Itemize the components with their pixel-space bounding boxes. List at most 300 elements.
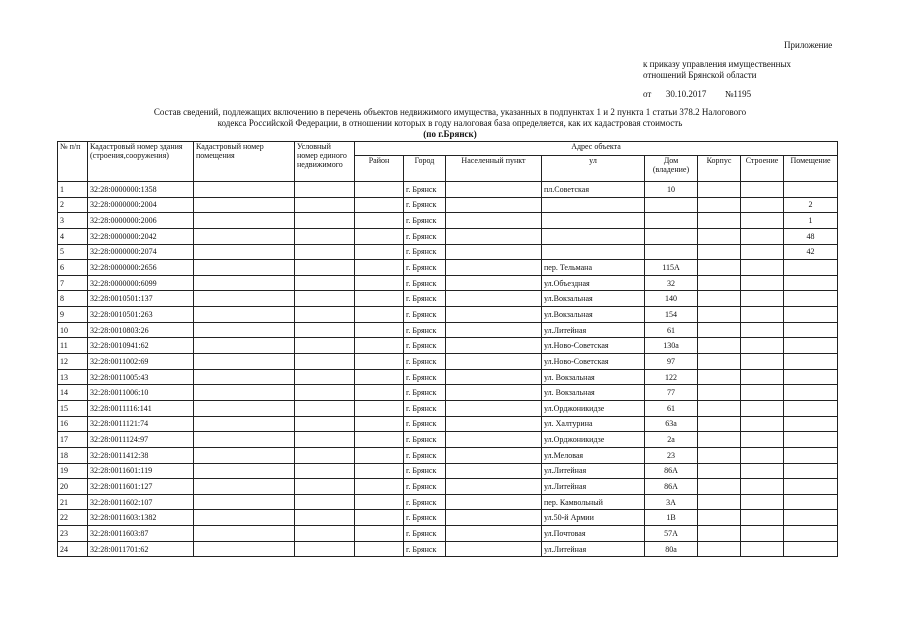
- cell-korpus: [698, 228, 741, 244]
- cell-structure: [741, 463, 784, 479]
- cell-house: 32: [645, 275, 698, 291]
- cell-street: ул.Литейная: [542, 541, 645, 557]
- cell-room: 42: [784, 244, 838, 260]
- cell-city: г. Брянск: [404, 369, 446, 385]
- table-row: [58, 275, 838, 291]
- cell-city: г. Брянск: [404, 416, 446, 432]
- order-date: 30.10.2017: [665, 89, 707, 99]
- table-row: [58, 260, 838, 276]
- cell-korpus: [698, 354, 741, 370]
- cell-room: [784, 260, 838, 276]
- cell-settlement: [446, 322, 542, 338]
- cell-district: [355, 510, 404, 526]
- table-row: [58, 228, 838, 244]
- cell-street: ул.Орджоникидзе: [542, 432, 645, 448]
- cell-house: 80а: [645, 541, 698, 557]
- document-title-line2: кодекса Российской Федерации, в отношении которых в году налоговая база определяется, как их кадастровая стоимость: [217, 118, 683, 128]
- cell-conditional-number: [295, 541, 355, 557]
- cell-korpus: [698, 197, 741, 213]
- cell-street: ул.Ново-Советская: [542, 338, 645, 354]
- header-structure: Строение: [741, 156, 784, 182]
- cell-cad-building: 32:28:0011005:43: [88, 369, 194, 385]
- cell-city: г. Брянск: [404, 307, 446, 323]
- cell-settlement: [446, 494, 542, 510]
- cell-structure: [741, 322, 784, 338]
- cell-street: ул.Вокзальная: [542, 307, 645, 323]
- order-reference-line2: отношений Брянской области: [643, 70, 757, 80]
- cell-street: ул.Вокзальная: [542, 291, 645, 307]
- cell-korpus: [698, 260, 741, 276]
- cell-room: [784, 291, 838, 307]
- cell-cad-room: [194, 432, 295, 448]
- cell-street: [542, 244, 645, 260]
- table-row: [58, 307, 838, 323]
- cell-settlement: [446, 463, 542, 479]
- table-row: [58, 463, 838, 479]
- cell-district: [355, 400, 404, 416]
- cell-street: пер. Камвольный: [542, 494, 645, 510]
- cell-district: [355, 479, 404, 495]
- cell-structure: [741, 338, 784, 354]
- cell-structure: [741, 400, 784, 416]
- cell-settlement: [446, 385, 542, 401]
- cell-structure: [741, 260, 784, 276]
- cell-num: 24: [58, 541, 88, 557]
- cell-cad-building: 32:28:0000000:2006: [88, 213, 194, 229]
- cell-num: 1: [58, 182, 88, 198]
- cell-korpus: [698, 447, 741, 463]
- cell-city: г. Брянск: [404, 494, 446, 510]
- cell-city: г. Брянск: [404, 275, 446, 291]
- cell-room: [784, 307, 838, 323]
- cell-korpus: [698, 432, 741, 448]
- table-row: [58, 244, 838, 260]
- cell-num: 13: [58, 369, 88, 385]
- cell-street: ул.Литейная: [542, 463, 645, 479]
- cell-room: [784, 416, 838, 432]
- cell-num: 15: [58, 400, 88, 416]
- cell-structure: [741, 510, 784, 526]
- cell-street: ул.50-й Армии: [542, 510, 645, 526]
- cell-num: 14: [58, 385, 88, 401]
- cell-cad-room: [194, 479, 295, 495]
- cell-conditional-number: [295, 244, 355, 260]
- table-row: [58, 447, 838, 463]
- cell-cad-building: 32:28:0011603:1382: [88, 510, 194, 526]
- cell-structure: [741, 354, 784, 370]
- cell-city: г. Брянск: [404, 228, 446, 244]
- cell-house: 86А: [645, 479, 698, 495]
- cell-conditional-number: [295, 416, 355, 432]
- cell-structure: [741, 369, 784, 385]
- cell-conditional-number: [295, 354, 355, 370]
- cell-street: [542, 197, 645, 213]
- cell-settlement: [446, 541, 542, 557]
- cell-house: 122: [645, 369, 698, 385]
- cell-house: 86А: [645, 463, 698, 479]
- cell-num: 7: [58, 275, 88, 291]
- cell-korpus: [698, 275, 741, 291]
- cell-cad-building: 32:28:0011701:62: [88, 541, 194, 557]
- cell-cad-room: [194, 322, 295, 338]
- cell-room: [784, 432, 838, 448]
- cell-street: ул.Литейная: [542, 479, 645, 495]
- cell-room: [784, 541, 838, 557]
- cell-cad-building: 32:28:0000000:1358: [88, 182, 194, 198]
- cell-conditional-number: [295, 228, 355, 244]
- cell-house: 1В: [645, 510, 698, 526]
- cell-city: г. Брянск: [404, 182, 446, 198]
- cell-settlement: [446, 447, 542, 463]
- cell-street: [542, 213, 645, 229]
- cell-street: [542, 228, 645, 244]
- cell-cad-room: [194, 338, 295, 354]
- cell-conditional-number: [295, 479, 355, 495]
- cell-cad-room: [194, 197, 295, 213]
- cell-conditional-number: [295, 338, 355, 354]
- header-room: Помещение: [784, 156, 838, 182]
- cell-korpus: [698, 338, 741, 354]
- table-row: [58, 182, 838, 198]
- cell-street: ул.Объездная: [542, 275, 645, 291]
- cell-district: [355, 275, 404, 291]
- cell-room: 1: [784, 213, 838, 229]
- cell-cad-room: [194, 182, 295, 198]
- cell-settlement: [446, 260, 542, 276]
- cell-cad-room: [194, 400, 295, 416]
- cell-room: [784, 338, 838, 354]
- cell-cad-building: 32:28:0000000:2074: [88, 244, 194, 260]
- cell-num: 2: [58, 197, 88, 213]
- cell-settlement: [446, 432, 542, 448]
- cell-district: [355, 322, 404, 338]
- cell-settlement: [446, 275, 542, 291]
- cell-cad-building: 32:28:0000000:2042: [88, 228, 194, 244]
- cell-house: 97: [645, 354, 698, 370]
- cell-cad-room: [194, 260, 295, 276]
- cell-room: [784, 354, 838, 370]
- cell-cad-building: 32:28:0000000:6099: [88, 275, 194, 291]
- cell-room: [784, 182, 838, 198]
- cell-city: г. Брянск: [404, 400, 446, 416]
- table-row: [58, 416, 838, 432]
- cell-room: 2: [784, 197, 838, 213]
- cell-cad-building: 32:28:0011601:127: [88, 479, 194, 495]
- cell-num: 23: [58, 526, 88, 542]
- cell-district: [355, 416, 404, 432]
- cell-cad-room: [194, 213, 295, 229]
- cell-num: 10: [58, 322, 88, 338]
- cell-settlement: [446, 197, 542, 213]
- table-row: [58, 213, 838, 229]
- cell-street: ул.Орджоникидзе: [542, 400, 645, 416]
- cell-korpus: [698, 182, 741, 198]
- cell-district: [355, 197, 404, 213]
- document-title-city: (по г.Брянск): [423, 129, 477, 139]
- cell-house: 130а: [645, 338, 698, 354]
- cell-city: г. Брянск: [404, 260, 446, 276]
- cell-num: 20: [58, 479, 88, 495]
- cell-num: 21: [58, 494, 88, 510]
- cell-conditional-number: [295, 510, 355, 526]
- cell-conditional-number: [295, 291, 355, 307]
- cell-structure: [741, 447, 784, 463]
- cell-structure: [741, 479, 784, 495]
- cell-structure: [741, 182, 784, 198]
- cell-district: [355, 432, 404, 448]
- cell-room: 48: [784, 228, 838, 244]
- cell-room: [784, 510, 838, 526]
- header-korpus: Корпус: [698, 156, 741, 182]
- cell-cad-building: 32:28:0011601:119: [88, 463, 194, 479]
- cell-cad-building: 32:28:0010501:137: [88, 291, 194, 307]
- cell-korpus: [698, 494, 741, 510]
- cell-structure: [741, 244, 784, 260]
- cell-city: г. Брянск: [404, 526, 446, 542]
- cell-district: [355, 447, 404, 463]
- cell-street: ул.Почтовая: [542, 526, 645, 542]
- cell-settlement: [446, 244, 542, 260]
- cell-conditional-number: [295, 275, 355, 291]
- cell-structure: [741, 213, 784, 229]
- cell-settlement: [446, 400, 542, 416]
- cell-street: ул.Ново-Советская: [542, 354, 645, 370]
- cell-conditional-number: [295, 494, 355, 510]
- cell-korpus: [698, 307, 741, 323]
- cell-conditional-number: [295, 260, 355, 276]
- cell-city: г. Брянск: [404, 354, 446, 370]
- cell-settlement: [446, 416, 542, 432]
- order-number: №1195: [724, 89, 752, 99]
- cell-structure: [741, 291, 784, 307]
- cell-district: [355, 228, 404, 244]
- cell-num: 8: [58, 291, 88, 307]
- cell-room: [784, 322, 838, 338]
- cell-house: 115А: [645, 260, 698, 276]
- cell-settlement: [446, 182, 542, 198]
- cell-city: г. Брянск: [404, 197, 446, 213]
- cell-house: 63а: [645, 416, 698, 432]
- cell-street: ул.Меловая: [542, 447, 645, 463]
- cell-city: г. Брянск: [404, 510, 446, 526]
- cell-house: [645, 228, 698, 244]
- cell-num: 3: [58, 213, 88, 229]
- cell-structure: [741, 416, 784, 432]
- cell-settlement: [446, 213, 542, 229]
- appendix-label: Приложение: [784, 40, 833, 50]
- cell-room: [784, 275, 838, 291]
- cell-city: г. Брянск: [404, 322, 446, 338]
- table-row: [58, 526, 838, 542]
- cell-district: [355, 463, 404, 479]
- cell-num: 4: [58, 228, 88, 244]
- cell-city: г. Брянск: [404, 432, 446, 448]
- table-row: [58, 479, 838, 495]
- cell-conditional-number: [295, 182, 355, 198]
- cell-house: [645, 244, 698, 260]
- cell-room: [784, 385, 838, 401]
- header-settlement: Населенный пункт: [446, 156, 542, 182]
- cell-street: ул. Вокзальная: [542, 369, 645, 385]
- cell-cad-building: 32:28:0010803:26: [88, 322, 194, 338]
- cell-korpus: [698, 526, 741, 542]
- cell-settlement: [446, 479, 542, 495]
- cell-num: 5: [58, 244, 88, 260]
- cell-structure: [741, 432, 784, 448]
- cell-cad-room: [194, 275, 295, 291]
- cell-conditional-number: [295, 447, 355, 463]
- cell-structure: [741, 385, 784, 401]
- header-cad-building: Кадастровый номер здания (строения,сооружения): [88, 142, 194, 182]
- cell-house: 61: [645, 400, 698, 416]
- cell-district: [355, 354, 404, 370]
- cell-structure: [741, 307, 784, 323]
- cell-city: г. Брянск: [404, 338, 446, 354]
- table-row: [58, 400, 838, 416]
- cell-conditional-number: [295, 432, 355, 448]
- cell-street: ул. Халтурина: [542, 416, 645, 432]
- table-row: [58, 291, 838, 307]
- cell-city: г. Брянск: [404, 244, 446, 260]
- cell-cad-room: [194, 307, 295, 323]
- cell-korpus: [698, 322, 741, 338]
- cell-street: ул. Вокзальная: [542, 385, 645, 401]
- cell-room: [784, 479, 838, 495]
- cell-room: [784, 447, 838, 463]
- cell-city: г. Брянск: [404, 447, 446, 463]
- cell-num: 11: [58, 338, 88, 354]
- cell-city: г. Брянск: [404, 463, 446, 479]
- cell-district: [355, 244, 404, 260]
- cell-cad-room: [194, 494, 295, 510]
- cell-settlement: [446, 526, 542, 542]
- table-row: [58, 369, 838, 385]
- cell-korpus: [698, 510, 741, 526]
- table-row: [58, 541, 838, 557]
- cell-conditional-number: [295, 526, 355, 542]
- table-row: [58, 432, 838, 448]
- cell-cad-room: [194, 244, 295, 260]
- cell-settlement: [446, 338, 542, 354]
- cell-house: 57А: [645, 526, 698, 542]
- cell-conditional-number: [295, 213, 355, 229]
- table-row: [58, 338, 838, 354]
- cell-cad-building: 32:28:0011412:38: [88, 447, 194, 463]
- cell-district: [355, 291, 404, 307]
- cell-num: 12: [58, 354, 88, 370]
- date-prefix: от: [643, 89, 652, 99]
- cell-cad-building: 32:28:0011116:141: [88, 400, 194, 416]
- cell-district: [355, 260, 404, 276]
- cell-house: 154: [645, 307, 698, 323]
- cell-cad-building: 32:28:0011603:87: [88, 526, 194, 542]
- cell-num: 6: [58, 260, 88, 276]
- cell-cad-room: [194, 541, 295, 557]
- table-row: [58, 354, 838, 370]
- cell-cad-building: 32:28:0000000:2656: [88, 260, 194, 276]
- header-address: Адрес объекта: [355, 142, 838, 156]
- cell-house: [645, 197, 698, 213]
- cell-cad-building: 32:28:0011121:74: [88, 416, 194, 432]
- cell-district: [355, 338, 404, 354]
- cell-num: 9: [58, 307, 88, 323]
- cell-korpus: [698, 541, 741, 557]
- cell-cad-room: [194, 463, 295, 479]
- cell-cad-room: [194, 228, 295, 244]
- cell-structure: [741, 541, 784, 557]
- header-street: ул: [542, 156, 645, 182]
- cell-korpus: [698, 369, 741, 385]
- cell-structure: [741, 197, 784, 213]
- cell-korpus: [698, 213, 741, 229]
- cell-conditional-number: [295, 307, 355, 323]
- cell-room: [784, 400, 838, 416]
- header-district: Район: [355, 156, 404, 182]
- cell-district: [355, 385, 404, 401]
- cell-cad-room: [194, 526, 295, 542]
- table-row: [58, 322, 838, 338]
- cell-room: [784, 463, 838, 479]
- cell-room: [784, 526, 838, 542]
- cell-room: [784, 369, 838, 385]
- cell-conditional-number: [295, 400, 355, 416]
- cell-house: 3А: [645, 494, 698, 510]
- cell-room: [784, 494, 838, 510]
- cell-cad-building: 32:28:0011602:107: [88, 494, 194, 510]
- cell-house: 10: [645, 182, 698, 198]
- cell-settlement: [446, 228, 542, 244]
- cell-cad-building: 32:28:0011124:97: [88, 432, 194, 448]
- cell-settlement: [446, 307, 542, 323]
- cell-conditional-number: [295, 463, 355, 479]
- header-city: Город: [404, 156, 446, 182]
- cell-korpus: [698, 463, 741, 479]
- cell-korpus: [698, 244, 741, 260]
- cell-city: г. Брянск: [404, 479, 446, 495]
- cell-district: [355, 369, 404, 385]
- cell-city: г. Брянск: [404, 291, 446, 307]
- cell-house: 61: [645, 322, 698, 338]
- cell-num: 16: [58, 416, 88, 432]
- cell-district: [355, 307, 404, 323]
- cell-korpus: [698, 291, 741, 307]
- cell-structure: [741, 228, 784, 244]
- cell-cad-building: 32:28:0010941:62: [88, 338, 194, 354]
- header-conditional-number: Условный номер единого недвижимого: [295, 142, 355, 182]
- cell-settlement: [446, 354, 542, 370]
- cell-korpus: [698, 479, 741, 495]
- cell-korpus: [698, 416, 741, 432]
- cell-house: 77: [645, 385, 698, 401]
- cell-cad-building: 32:28:0011006:10: [88, 385, 194, 401]
- cell-structure: [741, 275, 784, 291]
- cell-settlement: [446, 510, 542, 526]
- table-row: [58, 494, 838, 510]
- cell-cad-room: [194, 291, 295, 307]
- table-row: [58, 197, 838, 213]
- cell-structure: [741, 526, 784, 542]
- cell-cad-building: 32:28:0000000:2004: [88, 197, 194, 213]
- order-reference-line1: к приказу управления имущественных: [643, 59, 792, 69]
- cell-city: г. Брянск: [404, 541, 446, 557]
- cell-conditional-number: [295, 322, 355, 338]
- cell-korpus: [698, 385, 741, 401]
- cell-house: 23: [645, 447, 698, 463]
- cell-cad-room: [194, 354, 295, 370]
- order-date-line: [643, 89, 751, 100]
- header-house: Дом (владение): [645, 156, 698, 182]
- cell-house: 140: [645, 291, 698, 307]
